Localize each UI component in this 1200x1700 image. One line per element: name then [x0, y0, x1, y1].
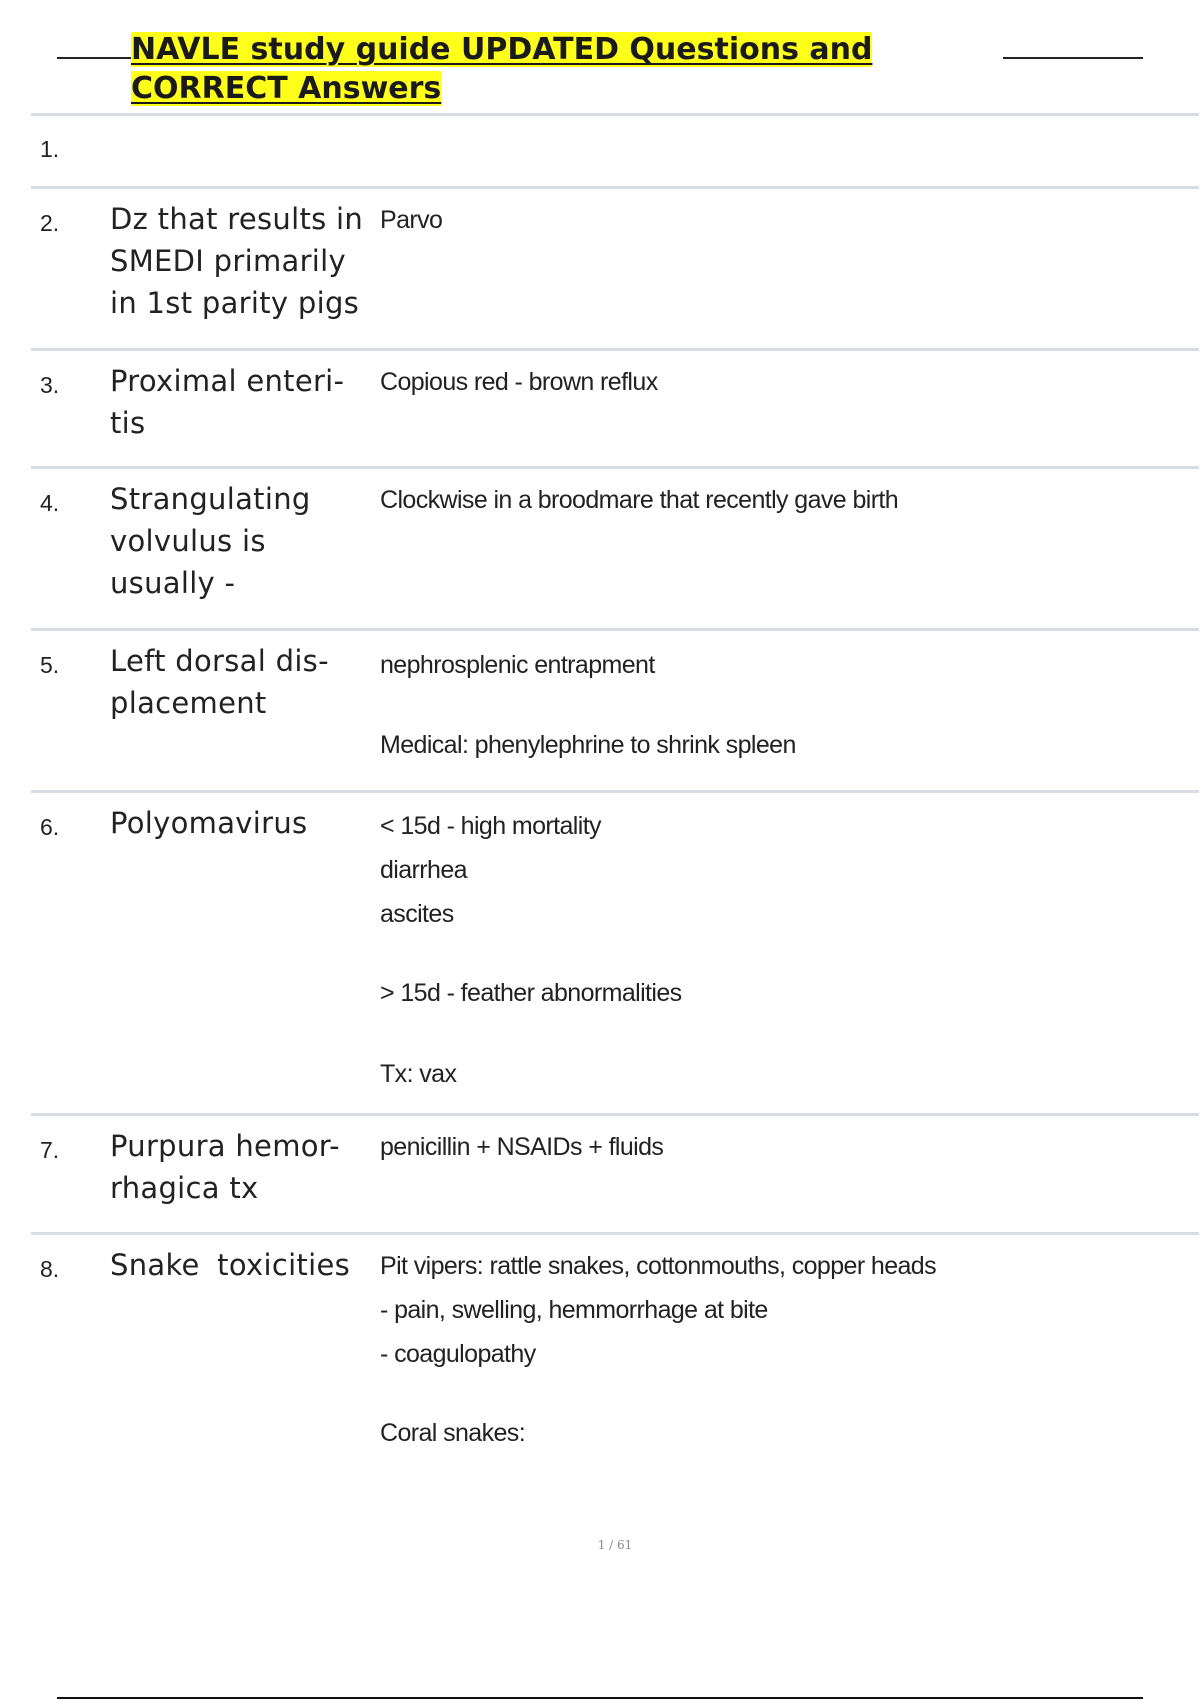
answer-line: > 15d - feather abnormalities [380, 979, 682, 1007]
answer-cell [380, 793, 1199, 1113]
answer-line [380, 936, 1199, 971]
answer-cell [380, 351, 1199, 466]
answer-line: penicillin + NSAIDs + fluids [380, 1133, 664, 1161]
answer-line [380, 687, 1199, 723]
title-rule-right [1003, 57, 1143, 59]
question-text: Dz that results in SMEDI primarily in 1st parity pigs [110, 202, 364, 320]
bottom-rule [57, 1697, 1143, 1699]
answer-line: Clockwise in a broodmare that recently gave birth [380, 486, 899, 514]
answer-line: Copious red - brown reflux [380, 368, 658, 396]
qa-row [31, 116, 1199, 189]
answer-cell [380, 631, 1199, 790]
answer-line [380, 1376, 1199, 1411]
answer-cell [380, 189, 1199, 348]
answer-line: Pit vipers: rattle snakes, cottonmouths, copper heads [380, 1252, 937, 1280]
question-text: Polyomavirus [110, 806, 308, 840]
answer-line: Tx: vax [380, 1060, 457, 1088]
question-text: Snake toxicities [110, 1248, 350, 1282]
answer-line: < 15d - high mortality [380, 812, 601, 840]
question-number: 6. [40, 814, 60, 840]
question-number: 8. [40, 1256, 60, 1282]
answer-cell [380, 1235, 1199, 1465]
answer-line: Coral snakes: [380, 1419, 526, 1447]
document-title-text: NAVLE study guide UPDATED Questions and CORRECT Answers [131, 32, 873, 106]
question-text: Strangulating volvulus is usually - [110, 482, 311, 600]
question-text [110, 116, 380, 186]
qa-row [31, 189, 1199, 351]
question-number: 1. [40, 136, 60, 162]
question-text: Purpura hemor- rhagica tx [110, 1129, 340, 1205]
answer-line: - pain, swelling, hemmorrhage at bite [380, 1296, 768, 1324]
title-rule-left [57, 57, 131, 59]
question-text: Left dorsal dis- placement [110, 644, 329, 720]
question-text: Proximal enteri- tis [110, 364, 345, 440]
answer-line [380, 1015, 1199, 1052]
qa-row [31, 351, 1199, 469]
answer-line: ascites [380, 900, 454, 928]
answer-line: diarrhea [380, 856, 467, 884]
answer-line: - coagulopathy [380, 1340, 536, 1368]
qa-row [31, 1235, 1199, 1465]
answer-cell [380, 1116, 1199, 1232]
qa-row [31, 631, 1199, 793]
question-number: 2. [40, 210, 60, 236]
question-number: 7. [40, 1137, 60, 1163]
question-number: 3. [40, 372, 60, 398]
answer-line: Parvo [380, 206, 443, 234]
question-number: 5. [40, 652, 60, 678]
qa-row [31, 1116, 1199, 1235]
document-title [131, 30, 1011, 108]
qa-table [31, 113, 1199, 1465]
answer-cell [380, 116, 1199, 186]
answer-cell [380, 469, 1199, 628]
page-number: 1 / 61 [597, 1538, 633, 1552]
question-number: 4. [40, 490, 60, 516]
qa-row [31, 793, 1199, 1116]
qa-row [31, 469, 1199, 631]
answer-line: nephrosplenic entrapment [380, 651, 655, 679]
answer-line: Medical: phenylephrine to shrink spleen [380, 731, 796, 759]
